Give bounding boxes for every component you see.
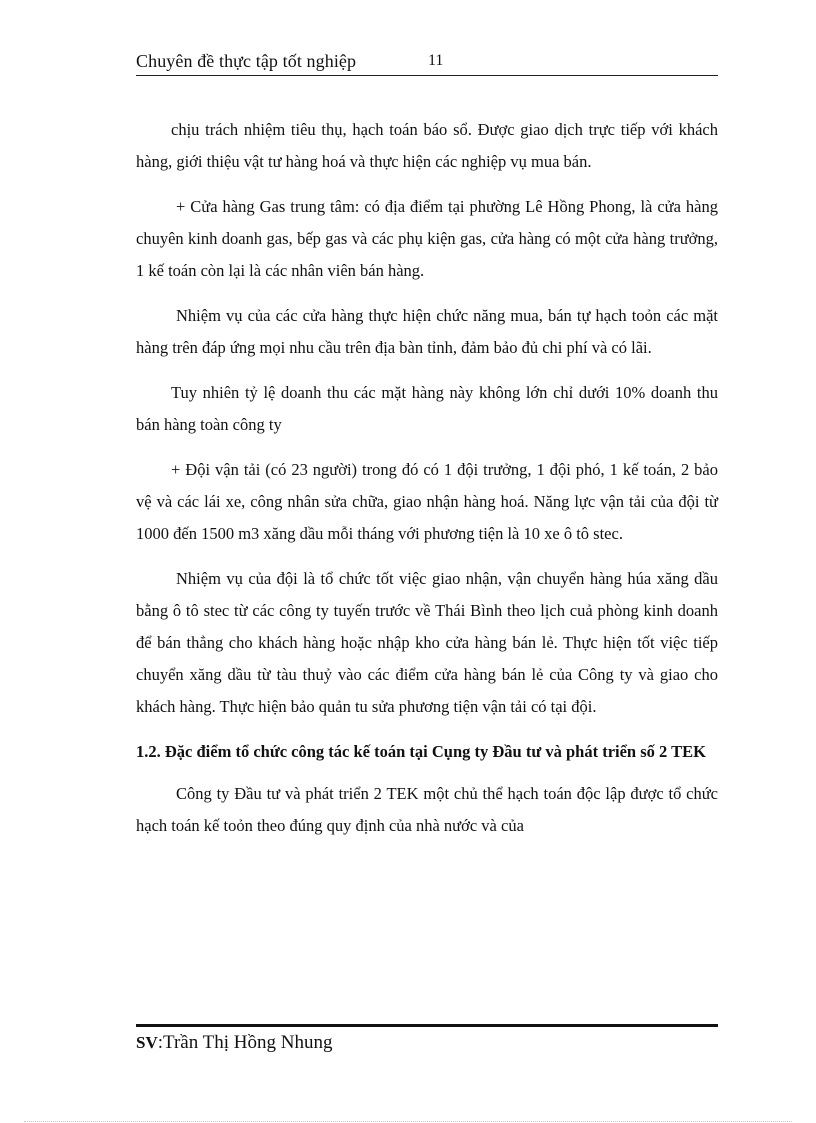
- student-name: :Trần Thị Hồng Nhung: [157, 1032, 333, 1053]
- paragraph-7: Công ty Đầu tư và phát triển 2 TEK một chủ thể hạch toán độc lập được tổ chức hạch toán kế toỏn theo đúng quy định của nhà nước và của: [136, 784, 718, 835]
- paragraph-5: + Đội vận tải (có 23 người) trong đó có 1 đội trưởng, 1 đội phó, 1 kế toán, 2 bảo vệ và các lái xe, công nhân sửa chữa, giao nhận hàng hoá. Năng lực vận tải của đội từ 1000 đến 1500 m3 xăng dầu mỗi tháng với phương tiện là 10 xe ô tô stec.: [136, 460, 718, 543]
- header-title: Chuyên đề thực tập tốt nghiệp: [136, 51, 357, 71]
- paragraph-6: Nhiệm vụ của đội là tổ chức tốt việc giao nhận, vận chuyển hàng húa xăng dầu bằng ô tô stec từ các công ty tuyến trước về Thái Bình theo lịch cuả phòng kinh doanh để bán thẳng cho khách hàng hoặc nhập kho cửa hàng bán lẻ. Thực hiện tốt việc tiếp chuyển xăng dầu từ tàu thuỷ vào các điểm cửa hàng bán lẻ của Công ty và giao cho khách hàng. Thực hiện bảo quản tu sửa phương tiện vận tải có tại đội.: [136, 569, 718, 716]
- page-body: [136, 114, 718, 855]
- paragraph-3: Nhiệm vụ của các cửa hàng thực hiện chức năng mua, bán tự hạch toỏn các mặt hàng trên đáp ứng mọi nhu cầu trên địa bàn tỉnh, đảm bảo đủ chi phí và có lãi.: [136, 306, 718, 357]
- page-edge-divider: [24, 1121, 792, 1122]
- page-header: [136, 50, 718, 76]
- footer-divider: [136, 1024, 718, 1027]
- page-footer: [136, 1031, 332, 1055]
- page-number: 11: [428, 52, 444, 69]
- paragraph-2: + Cửa hàng Gas trung tâm: có địa điểm tại phường Lê Hồng Phong, là cửa hàng chuyên kinh doanh gas, bếp gas và các phụ kiện gas, cửa hàng có một cửa hàng trưởng, 1 kế toán còn lại là các nhân viên bán hàng.: [136, 197, 718, 280]
- paragraph-4: Tuy nhiên tỷ lệ doanh thu các mặt hàng này không lớn chỉ dưới 10% doanh thu bán hàng toàn công ty: [136, 383, 718, 434]
- section-heading: 1.2. Đặc điểm tổ chức công tác kế toán tại Cụng ty Đầu tư và phát triển số 2 TEK: [136, 742, 706, 761]
- paragraph-1: chịu trách nhiệm tiêu thụ, hạch toán báo sổ. Được giao dịch trực tiếp với khách hàng, giới thiệu vật tư hàng hoá và thực hiện các nghiệp vụ mua bán.: [136, 120, 718, 171]
- footer-label: SV: [136, 1033, 158, 1052]
